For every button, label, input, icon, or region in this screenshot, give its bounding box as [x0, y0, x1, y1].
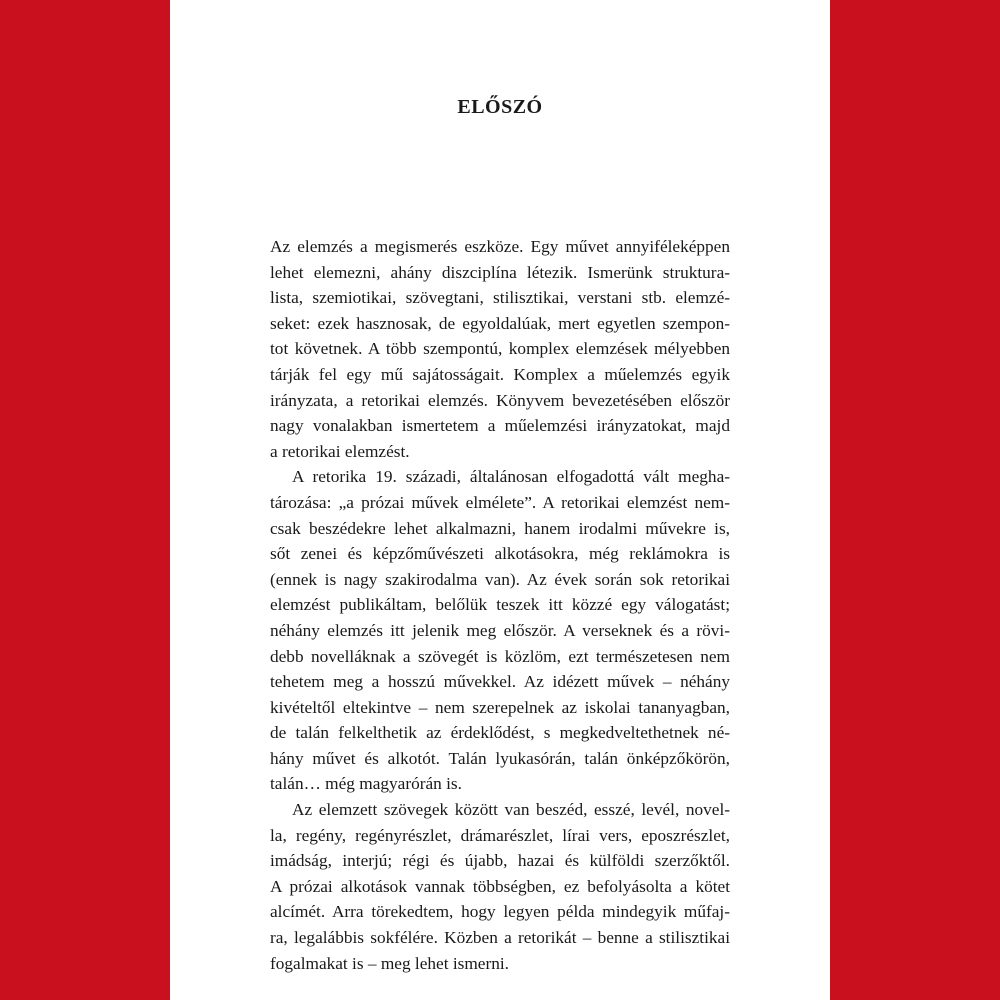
text-line: kivételtől eltekintve – nem szerepelnek az iskolai tananyagban,	[270, 697, 730, 717]
text-line: seket: ezek hasznosak, de egyoldalúak, mert egyetlen szempon-	[270, 313, 730, 333]
body-text	[270, 234, 730, 976]
paragraph	[270, 464, 730, 797]
text-line: néhány elemzés itt jelenik meg először. A verseknek és a rövi-	[270, 620, 730, 640]
page-title: ELŐSZÓ	[457, 96, 543, 118]
text-line: fogalmakat is – meg lehet ismerni.	[270, 953, 509, 973]
text-line: irányzata, a retorikai elemzés. Könyvem bevezetésében először	[270, 390, 730, 410]
text-line: a retorikai elemzést.	[270, 441, 410, 461]
text-line: Az elemzés a megismerés eszköze. Egy művet annyiféleképpen	[270, 237, 730, 256]
text-line: tot követnek. A több szempontú, komplex elemzések mélyebben	[270, 339, 730, 359]
text-line: csak beszédekre lehet alkalmazni, hanem irodalmi művekre is,	[270, 518, 730, 538]
text-line: lehet elemezni, ahány diszciplína létezik. Ismerünk struktura-	[270, 262, 730, 282]
text-line: imádság, interjú; régi és újabb, hazai és külföldi szerzőktől.	[270, 851, 730, 871]
text-line: la, regény, regényrészlet, drámarészlet, lírai vers, eposzrészlet,	[270, 825, 730, 845]
text-line: A prózai alkotások vannak többségben, ez befolyásolta a kötet	[270, 876, 730, 896]
text-line: de talán felkelthetik az érdeklődést, s megkedveltethetnek né-	[270, 723, 730, 743]
text-line: debb novelláknak a szövegét is közlöm, ezt természetesen nem	[270, 646, 730, 666]
text-line: A retorika 19. századi, általánosan elfogadottá vált megha-	[292, 467, 730, 487]
text-line: elemzést publikáltam, belőlük teszek itt közzé egy válogatást;	[270, 595, 730, 615]
text-line: hány művet és alkotót. Talán lyukasórán, talán önképzőkörön,	[270, 748, 730, 768]
paragraph	[270, 797, 730, 976]
text-line: Az elemzett szövegek között van beszéd, esszé, levél, novel-	[292, 800, 730, 820]
text-line: tározása: „a prózai művek elmélete”. A retorikai elemzést nem-	[270, 492, 730, 512]
text-line: sőt zenei és képzőművészeti alkotásokra, még reklámokra is	[270, 544, 730, 564]
text-line: alcímét. Arra törekedtem, hogy legyen példa mindegyik műfaj-	[270, 902, 730, 922]
text-line: ra, legalábbis sokfélére. Közben a retorikát – benne a stilisztikai	[270, 928, 730, 948]
text-line: tehetem meg a hosszú művekkel. Az idézett művek – néhány	[270, 672, 730, 692]
paragraph	[270, 234, 730, 464]
text-line: tárják fel egy mű sajátosságait. Komplex a műelemzés egyik	[270, 364, 730, 384]
text-line: lista, szemiotikai, szövegtani, stilisztikai, verstani stb. elemzé-	[270, 288, 730, 308]
text-line: (ennek is nagy szakirodalma van). Az évek során sok retorikai	[270, 569, 730, 589]
book-page	[170, 0, 830, 1000]
text-line: nagy vonalakban ismertetem a műelemzési irányzatokat, majd	[270, 416, 730, 436]
text-line: talán… még magyarórán is.	[270, 774, 462, 794]
